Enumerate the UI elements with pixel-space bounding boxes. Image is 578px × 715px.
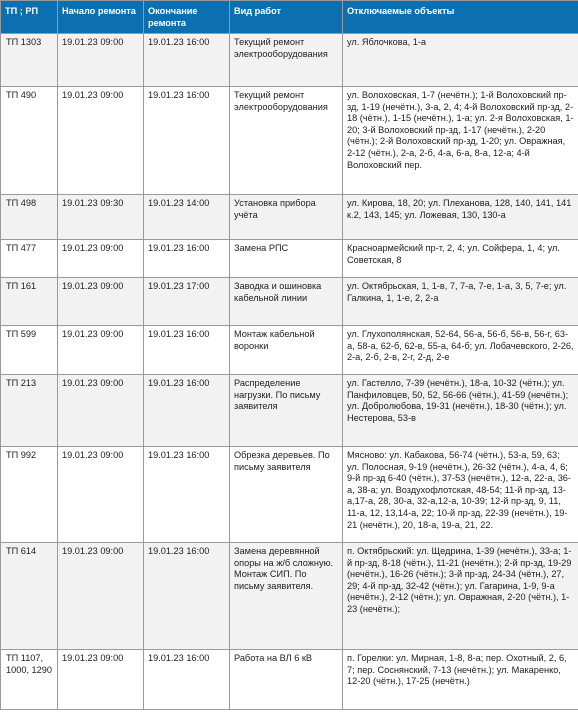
cell-tp: ТП 490 <box>1 87 58 195</box>
cell-end: 19.01.23 16:00 <box>144 34 230 87</box>
cell-tp: ТП 1303 <box>1 34 58 87</box>
table-row <box>1 240 578 278</box>
cell-tp: ТП 992 <box>1 447 58 543</box>
cell-tp: ТП 1107, 1000, 1290 <box>1 650 58 710</box>
cell-tp: ТП 213 <box>1 375 58 447</box>
cell-end: 19.01.23 16:00 <box>144 650 230 710</box>
cell-objects: ул. Волоховская, 1-7 (нечётн.); 1-й Волоховский пр-зд, 1-19 (нечётн.), 3-а, 2, 4; 4-й Волоховский пр-зд, 2-18 (чётн.), 1-15 (нечётн.), 1-а; ул. 2-я Волоховская, 1-20; 3-й Волоховский пр-зд, 1-17 (нечётн.), 2-20 (чётн.); 2-й Волоховский пр-зд, 1-20; ул. Овражная, 2-12 (чётн.), 2-а, 2-б, 4-а, 6-а, 8-а, 12-а; 4-й Волоховский пер. <box>343 87 578 195</box>
cell-end: 19.01.23 16:00 <box>144 543 230 650</box>
cell-objects: Мясново: ул. Кабакова, 56-74 (чётн.), 53-а, 59, 63; ул. Полосная, 9-19 (нечётн.), 26-32 (чётн.), 4-а, 4, 6; 9-й пр-зд 6-40 (чётн.), 37-53 (нечётн.), 12-а, 22-а, 36-а, 38-а; ул. Воздухофлотская, 48-54; 11-й пр-зд, 13-а,17-а, 28, 30-а, 32-а,12-а, 10-39; 12-й пр-зд, 9, 11, 11-а, 12, 13,14-а, 22; 10-й пр-зд, 22-39 (нечётн.), 19-21 (нечётн.), 20, 18-а, 19-а, 21, 22. <box>343 447 578 543</box>
cell-work: Монтаж кабельной воронки <box>230 326 343 375</box>
cell-work: Замена РПС <box>230 240 343 278</box>
cell-tp: ТП 161 <box>1 278 58 326</box>
cell-start: 19.01.23 09:00 <box>58 240 144 278</box>
cell-objects: ул. Глухополянская, 52-64, 56-а, 56-б, 56-в, 56-г, 63-а, 58-а, 62-б, 62-в, 55-а, 64-б; ул. Лобачевского, 2-26, 2-а, 2-б, 2-в, 2-г, 2-д, 2-е <box>343 326 578 375</box>
cell-work: Замена деревянной опоры на ж/б сложную. Монтаж СИП. По письму заявителя. <box>230 543 343 650</box>
cell-work: Обрезка деревьев. По письму заявителя <box>230 447 343 543</box>
cell-end: 19.01.23 16:00 <box>144 326 230 375</box>
cell-end: 19.01.23 17:00 <box>144 278 230 326</box>
cell-end: 19.01.23 16:00 <box>144 240 230 278</box>
table-row <box>1 447 578 543</box>
table-header-row <box>1 1 578 34</box>
cell-work: Распределение нагрузки. По письму заявителя <box>230 375 343 447</box>
header-start: Начало ремонта <box>58 1 144 34</box>
header-objects: Отключаемые объекты <box>343 1 578 34</box>
header-work: Вид работ <box>230 1 343 34</box>
cell-start: 19.01.23 09:30 <box>58 195 144 240</box>
cell-objects: ул. Гастелло, 7-39 (нечётн.), 18-а, 10-32 (чётн.); ул. Панфиловцев, 50, 52, 56-66 (чётн.), 41-59 (нечётн.); ул. Добролюбова, 19-31 (нечётн.), 18-30 (чётн.); ул. Нестерова, 53-в <box>343 375 578 447</box>
header-tp: ТП ; РП <box>1 1 58 34</box>
table-row <box>1 195 578 240</box>
cell-objects: ул. Октябрьская, 1, 1-в, 7, 7-а, 7-е, 1-а, 3, 5, 7-е; ул. Галкина, 1, 1-е, 2, 2-а <box>343 278 578 326</box>
cell-start: 19.01.23 09:00 <box>58 278 144 326</box>
cell-start: 19.01.23 09:00 <box>58 543 144 650</box>
cell-start: 19.01.23 09:00 <box>58 34 144 87</box>
cell-objects: п. Октябрьский: ул. Щедрина, 1-39 (нечётн.), 33-а; 1-й пр-зд, 8-18 (чётн.), 11-21 (нечётн.); 2-й пр-зд, 19-29 (нечётн.), 16-26 (чётн.); 3-й пр-зд, 24-34 (чётн.), 27, 29; 4-й пр-зд, 32-42 (чётн.); ул. Гагарина, 1-9, 9-а (нечётн.), 2-12 (чётн.); ул. Овражная, 2-20 (чётн.), 1-23 (нечётн.); <box>343 543 578 650</box>
cell-work: Заводка и ошиновка кабельной линии <box>230 278 343 326</box>
cell-end: 19.01.23 16:00 <box>144 375 230 447</box>
table-row <box>1 278 578 326</box>
cell-start: 19.01.23 09:00 <box>58 326 144 375</box>
cell-tp: ТП 477 <box>1 240 58 278</box>
cell-tp: ТП 614 <box>1 543 58 650</box>
cell-objects: п. Горелки: ул. Мирная, 1-8, 8-а; пер. Охотный, 2, 6, 7; пер. Соснянский, 7-13 (нечётн.); ул. Макаренко, 12-20 (чётн.), 17-25 (нечётн.) <box>343 650 578 710</box>
cell-start: 19.01.23 09:00 <box>58 447 144 543</box>
cell-work: Установка прибора учёта <box>230 195 343 240</box>
cell-work: Работа на ВЛ 6 кВ <box>230 650 343 710</box>
cell-end: 19.01.23 16:00 <box>144 447 230 543</box>
cell-work: Текущий ремонт электрооборудования <box>230 87 343 195</box>
cell-objects: ул. Яблочкова, 1-а <box>343 34 578 87</box>
table-row <box>1 326 578 375</box>
table-row <box>1 34 578 87</box>
cell-end: 19.01.23 14:00 <box>144 195 230 240</box>
cell-start: 19.01.23 09:00 <box>58 375 144 447</box>
header-end: Окончание ремонта <box>144 1 230 34</box>
table-row <box>1 87 578 195</box>
table-row <box>1 375 578 447</box>
cell-work: Текущий ремонт электрооборудования <box>230 34 343 87</box>
cell-end: 19.01.23 16:00 <box>144 87 230 195</box>
cell-tp: ТП 599 <box>1 326 58 375</box>
cell-tp: ТП 498 <box>1 195 58 240</box>
table-row <box>1 650 578 710</box>
cell-start: 19.01.23 09:00 <box>58 650 144 710</box>
table-row <box>1 543 578 650</box>
cell-objects: ул. Кирова, 18, 20; ул. Плеханова, 128, 140, 141, 141 к.2, 143, 145; ул. Ложевая, 130, 130-а <box>343 195 578 240</box>
cell-start: 19.01.23 09:00 <box>58 87 144 195</box>
cell-objects: Красноармейский пр-т, 2, 4; ул. Сойфера, 1, 4; ул. Советская, 8 <box>343 240 578 278</box>
